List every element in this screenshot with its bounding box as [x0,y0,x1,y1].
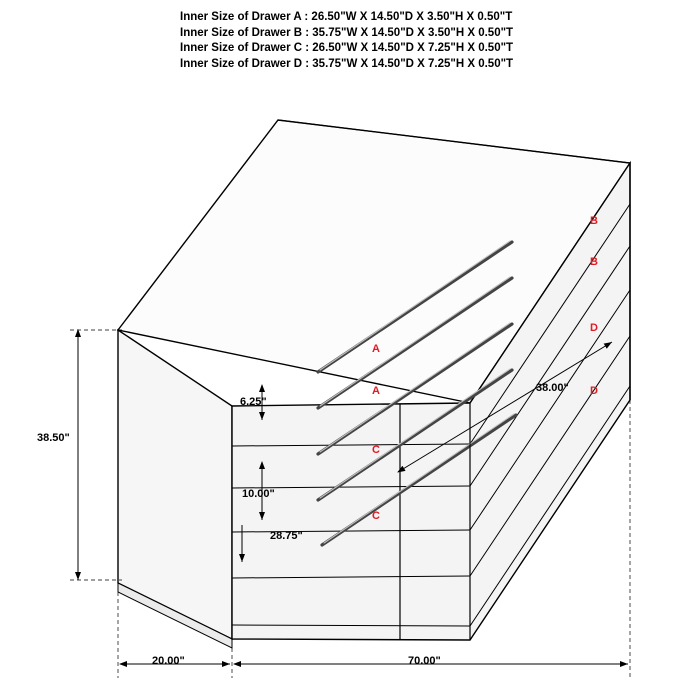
drawer-label-b1: B [590,215,598,227]
spec-line-d: Inner Size of Drawer D : 35.75"W X 14.50"D X 7.25"H X 0.50"T [180,57,514,70]
drawer-label-c2: C [372,510,380,522]
cabinet-left-side [118,330,232,648]
drawer-label-c1: C [372,444,380,456]
drawer-label-d2: D [590,385,598,397]
label-10-00: 10.00" [242,488,275,500]
label-6-25: 6.25" [240,396,267,408]
drawer-label-a2: A [372,385,380,397]
label-width: 70.00" [408,655,441,667]
label-depth: 20.00" [152,655,185,667]
spec-line-b: Inner Size of Drawer B : 35.75"W X 14.50"D X 3.50"H X 0.50"T [180,26,514,39]
drawer-label-d1: D [590,322,598,334]
label-overall-height: 38.50" [37,432,70,444]
dimension-overall-height [70,330,122,580]
spec-line-a: Inner Size of Drawer A : 26.50"W X 14.50"D X 3.50"H X 0.50"T [180,11,513,23]
label-38-00: 38.00" [536,382,569,394]
drawer-label-a1: A [372,343,380,355]
label-28-75: 28.75" [270,530,303,542]
spec-line-c: Inner Size of Drawer C : 26.50"W X 14.50"D X 7.25"H X 0.50"T [180,42,514,54]
drawer-label-b2: B [590,256,598,268]
